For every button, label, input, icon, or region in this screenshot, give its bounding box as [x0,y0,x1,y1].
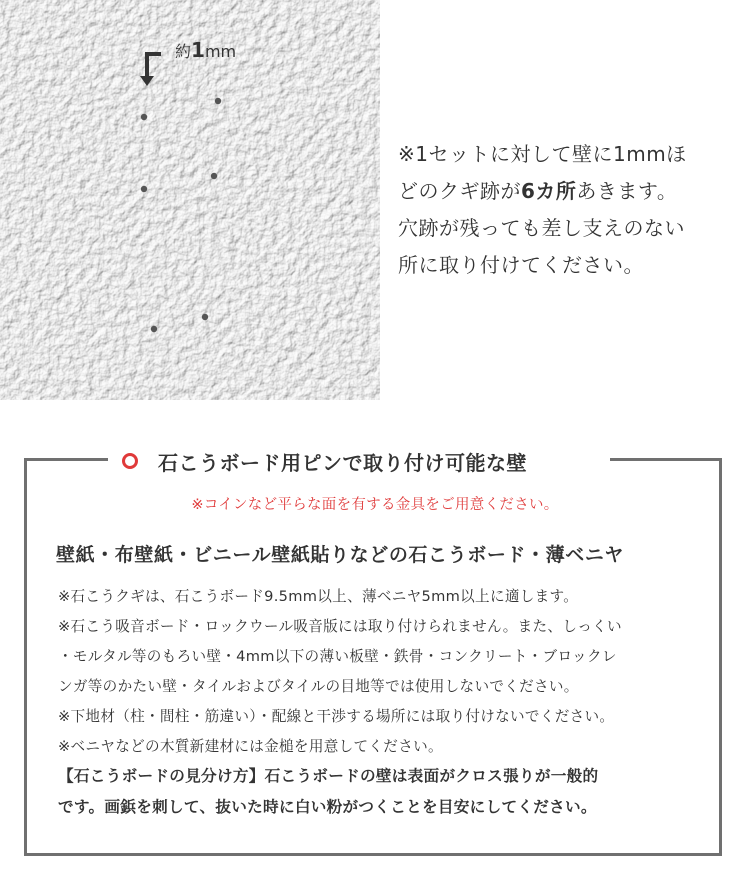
frame-line [24,458,108,461]
detail-line: ンガ等のかたい壁・タイルおよびタイルの目地等では使用しないでください。 [58,678,579,695]
note-line [398,173,743,210]
nail-hole [211,173,217,179]
detail-line: ※石こう吸音ボード・ロックウール吸音版には取り付けられません。また、しっくい [58,618,622,635]
nail-hole [202,314,208,320]
identify-line: 【石こうボードの見分け方】石こうボードの壁は表面がクロス張りが一般的 [58,767,599,785]
nail-hole [151,326,157,332]
scale-label [175,38,236,62]
frame-line [610,458,722,461]
scale-unit: mm [204,42,237,61]
detail-notes [58,582,708,762]
circle-outline-icon [122,453,138,469]
wall-types-subtitle: 壁紙・布壁紙・ビニール壁紙貼りなどの石こうボード・薄ベニヤ [56,544,625,566]
box-heading [122,446,527,476]
identify-line: です。画鋲を刺して、抜いた時に白い粉がつくことを目安にしてください。 [58,798,597,816]
scale-number: 1 [191,38,205,62]
note-text: どのクギ跡が [398,179,521,203]
box-heading-text: 石こうボード用ピンで取り付け可能な壁 [158,450,527,475]
note-line: ※1セットに対して壁に1mmほ [398,142,687,166]
note-text: あきます。 [576,179,678,203]
nail-hole [141,186,147,192]
note-line: 所に取り付けてください。 [398,253,644,277]
note-line: 穴跡が残っても差し支えのない [398,216,685,240]
nail-hole [215,98,221,104]
detail-line: ※石こうクギは、石こうボード9.5mm以上、薄ベニヤ5mm以上に適します。 [58,588,579,605]
hole-count: 6カ所 [521,179,577,203]
detail-line: ・モルタル等のもろい壁・4mm以下の薄い板壁・鉄骨・コンクリート・ブロックレ [58,648,617,665]
nail-hole-note [398,136,743,284]
nail-hole [141,114,147,120]
detail-line: ※ベニヤなどの木質新建材には金槌を用意してください。 [58,738,443,755]
scale-prefix: 約 [175,42,192,61]
red-note: ※コインなど平らな面を有する金具をご用意ください。 [191,497,559,513]
detail-line: ※下地材（柱・間柱・筋違い）・配線と干渉する場所には取り付けないでください。 [58,708,615,725]
how-to-identify [58,761,708,823]
